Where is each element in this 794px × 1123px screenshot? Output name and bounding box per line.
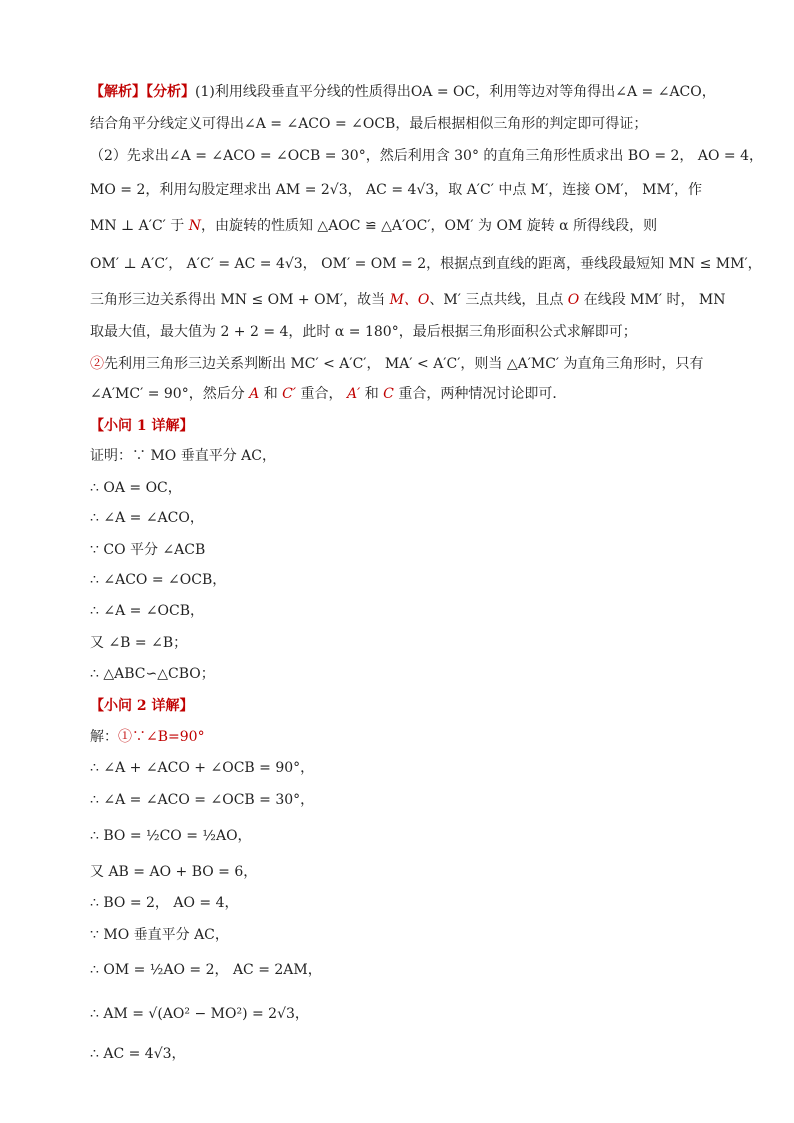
point-c: C xyxy=(383,386,394,402)
point-o: O xyxy=(567,292,580,308)
part1-header: 【小问 1 详解】 xyxy=(90,418,194,434)
part1-line: ∴ △ABC∽△CBO； xyxy=(90,666,215,682)
part1-line: ∴ ∠A = ∠ACO， xyxy=(90,510,204,526)
analysis-line-1 xyxy=(90,82,730,102)
part1-line: 又 ∠B = ∠B； xyxy=(90,635,188,651)
analysis-line-7-e: 在线段 MM′ 时， MN xyxy=(579,292,726,308)
analysis-line-5 xyxy=(90,216,730,236)
analysis-line-10-a: ∠A′MC′ = 90°，然后分 xyxy=(90,386,250,402)
part2-condition: ①∵∠B=90° xyxy=(118,729,205,745)
part2-line: ∴ ∠A + ∠ACO + ∠OCB = 90°， xyxy=(90,760,315,776)
analysis-line-5-a: MN ⊥ A′C′ 于 xyxy=(90,218,189,234)
analysis-line-10-c: 和 xyxy=(259,386,283,402)
analysis-line-3: （2）先求出∠A = ∠ACO = ∠OCB = 30°，然后利用含 30° 的直角三角形性质求出 BO = 2， AO = 4， xyxy=(90,148,763,164)
circle-2-marker: ② xyxy=(90,356,104,372)
analysis-line-2: 结合角平分线定义可得出∠A = ∠ACO = ∠OCB，最后根据相似三角形的判定即可得证； xyxy=(90,116,648,132)
part2-line: 又 AB = AO + BO = 6， xyxy=(90,864,258,880)
part2-line: ∴ BO = ½CO = ½AO， xyxy=(90,828,252,844)
analysis-tag: 【解析】【分析】 xyxy=(90,84,195,100)
analysis-line-10-i: 重合，两种情况讨论即可． xyxy=(393,386,567,402)
analysis-line-10-e: 重合， xyxy=(296,386,347,402)
point-a-prime: A′ xyxy=(346,386,361,402)
part2-line: ∴ OM = ½AO = 2， AC = 2AM， xyxy=(90,962,322,978)
part1-line: ∴ ∠ACO = ∠OCB， xyxy=(90,572,227,588)
analysis-line-9 xyxy=(90,354,730,374)
analysis-line-10-g: 和 xyxy=(360,386,384,402)
part2-line: ∴ AM = √(AO² − MO²) = 2√3， xyxy=(90,1006,309,1022)
analysis-line-7-c: 、M′ 三点共线，且点 xyxy=(429,292,568,308)
part2-line: ∴ BO = 2， AO = 4， xyxy=(90,895,239,911)
part1-line: ∵ CO 平分 ∠ACB xyxy=(90,542,206,558)
analysis-line-6: OM′ ⊥ A′C′， A′C′ = AC = 4√3， OM′ = OM = 2，根据点到直线的距离，垂线段最短知 MN ≤ MM′， xyxy=(90,256,762,272)
analysis-line-5-c: ，由旋转的性质知 △AOC ≌ △A′OC′，OM′ 为 OM 旋转 α 所得线段，则 xyxy=(200,218,658,234)
part2-line: ∴ AC = 4√3， xyxy=(90,1046,186,1062)
part2-header: 【小问 2 详解】 xyxy=(90,698,194,714)
points-m-o: M、O xyxy=(389,292,430,308)
point-n: N xyxy=(188,218,201,234)
analysis-line-9-b: 先利用三角形三边关系判断出 MC′ < A′C′， MA′ < A′C′，则当 △A′MC′ 为直角三角形时，只有 xyxy=(104,356,704,372)
analysis-line-8: 取最大值，最大值为 2 + 2 = 4，此时 α = 180°，最后根据三角形面积公式求解即可； xyxy=(90,324,637,340)
analysis-line-7-a: 三角形三边关系得出 MN ≤ OM + OM′，故当 xyxy=(90,292,390,308)
analysis-text: (1)利用线段垂直平分线的性质得出OA = OC，利用等边对等角得出∠A = ∠ACO， xyxy=(195,84,716,100)
analysis-line-4: MO = 2，利用勾股定理求出 AM = 2√3， AC = 4√3，取 A′C′ 中点 M′，连接 OM′， MM′，作 xyxy=(90,182,703,198)
part1-line: 证明：∵ MO 垂直平分 AC， xyxy=(90,448,276,464)
point-a: A xyxy=(249,386,260,402)
part1-line: ∴ ∠A = ∠OCB， xyxy=(90,603,205,619)
analysis-line-10 xyxy=(90,384,730,404)
part2-line: ∵ MO 垂直平分 AC， xyxy=(90,927,229,943)
point-c-prime: C′ xyxy=(282,386,297,402)
analysis-line-7 xyxy=(90,290,730,310)
part2-line: ∴ ∠A = ∠ACO = ∠OCB = 30°， xyxy=(90,792,315,808)
part1-line: ∴ OA = OC， xyxy=(90,480,182,496)
solution-label: 解： xyxy=(90,729,118,745)
part2-line-0 xyxy=(90,727,730,747)
